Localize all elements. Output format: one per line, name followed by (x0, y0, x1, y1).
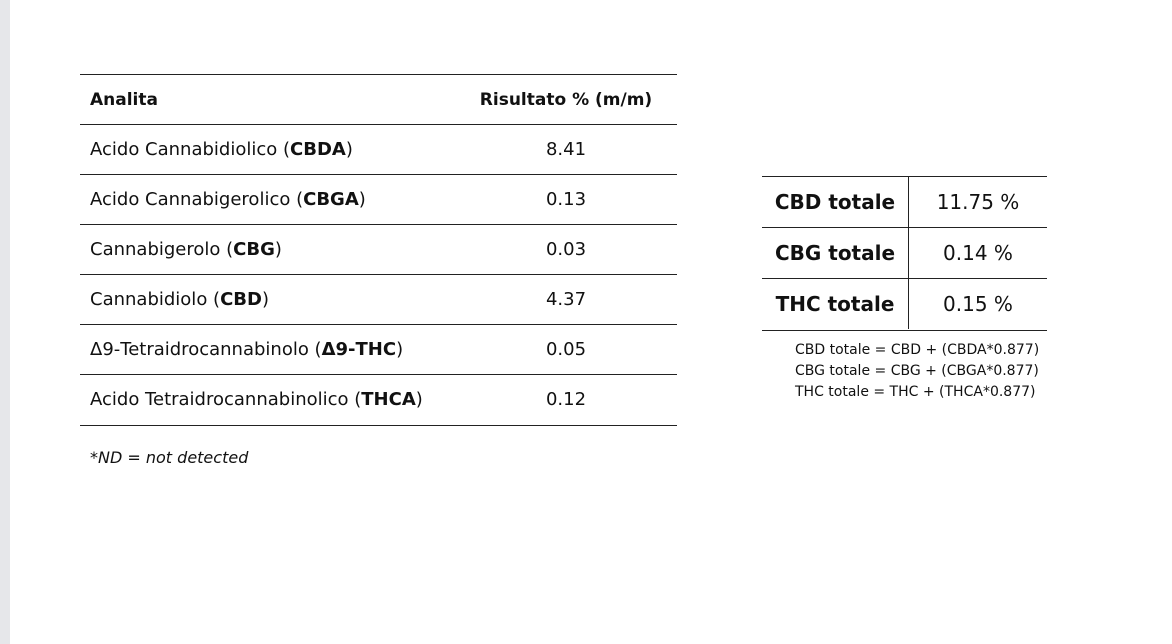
analyte-value: 8.41 (545, 139, 587, 160)
totals-value: 0.14 % (943, 241, 1013, 265)
analyte-name (90, 275, 269, 325)
analyte-value: 0.05 (545, 339, 587, 360)
analyte-abbr: CBGA (303, 189, 359, 210)
totals-label: THC totale (762, 279, 909, 329)
analyte-abbr: THCA (361, 389, 416, 410)
table-row (80, 174, 677, 224)
formula-line: CBG totale = CBG + (CBGA*0.877) (795, 363, 1039, 379)
formula-line: CBD totale = CBD + (CBDA*0.877) (795, 342, 1040, 358)
analyte-name-text: Δ9-Tetraidrocannabinolo ( (90, 339, 322, 360)
analyte-name (90, 375, 423, 425)
analyte-name (90, 175, 366, 225)
analyte-value: 0.13 (545, 189, 587, 210)
analyte-abbr: CBDA (290, 139, 346, 160)
totals-label: CBG totale (762, 228, 909, 278)
table-row (80, 124, 677, 174)
analyte-name-suffix: ) (261, 289, 269, 310)
analyte-name (90, 225, 282, 275)
formula-line: THC totale = THC + (THCA*0.877) (795, 384, 1036, 400)
totals-row (762, 227, 1047, 278)
table-row (80, 274, 677, 324)
analyte-name-text: Cannabidiolo ( (90, 289, 221, 310)
header-analita: Analita (90, 90, 158, 110)
analyte-value: 0.12 (545, 389, 587, 410)
left-edge-strip (0, 0, 10, 644)
table-row (80, 224, 677, 274)
totals-row (762, 278, 1047, 331)
analyte-name (90, 125, 353, 175)
analyte-value: 4.37 (545, 289, 587, 310)
analyte-name-suffix: ) (415, 389, 423, 410)
analyte-name-suffix: ) (358, 189, 366, 210)
table-row (80, 324, 677, 374)
analyte-abbr: CBG (233, 239, 275, 260)
totals-value: 11.75 % (936, 190, 1020, 214)
table-row (80, 374, 677, 426)
totals-label: CBD totale (762, 177, 909, 227)
analyte-abbr: CBD (220, 289, 262, 310)
totals-value: 0.15 % (943, 292, 1013, 316)
header-risultato: Risultato % (m/m) (479, 90, 653, 110)
totals-table (762, 176, 1047, 331)
analyte-value: 0.03 (545, 239, 587, 260)
analyte-name-text: Acido Cannabigerolico ( (90, 189, 304, 210)
analyte-name-text: Cannabigerolo ( (90, 239, 234, 260)
analyte-name-suffix: ) (274, 239, 282, 260)
footnote-nd: *ND = not detected (90, 448, 249, 467)
totals-formulas (795, 340, 1039, 403)
analyte-name-suffix: ) (396, 339, 404, 360)
analytes-table (80, 74, 677, 426)
analytes-table-header (80, 74, 677, 124)
analyte-name-text: Acido Tetraidrocannabinolico ( (90, 389, 362, 410)
totals-row (762, 176, 1047, 227)
analyte-name-text: Acido Cannabidiolico ( (90, 139, 291, 160)
analyte-name (90, 325, 403, 375)
analyte-abbr: Δ9-THC (321, 339, 397, 360)
analyte-name-suffix: ) (345, 139, 353, 160)
